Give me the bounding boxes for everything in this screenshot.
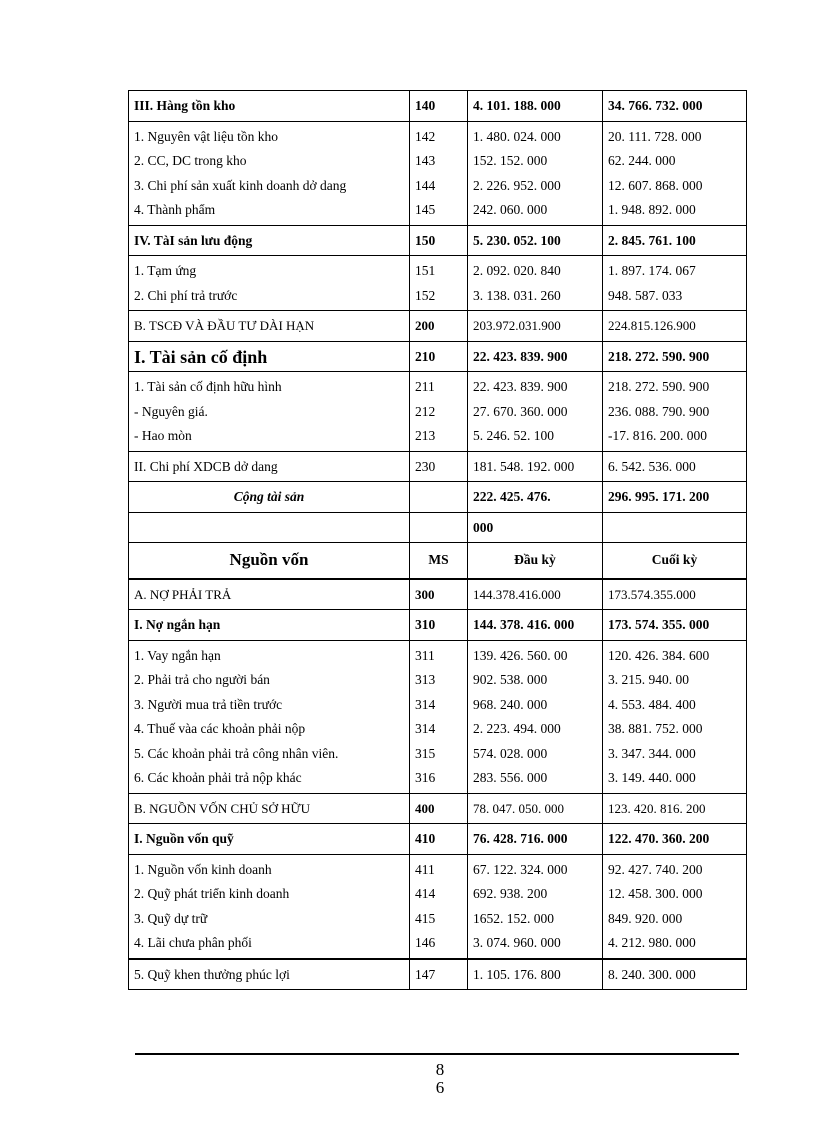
- row-label: 1. Tài sản cố định hữu hình: [134, 379, 282, 394]
- row-code: 315: [415, 745, 436, 761]
- row-label: 4. Lãi chưa phân phối: [134, 935, 252, 950]
- table-row: [129, 256, 747, 311]
- row-closing-value: 218. 272. 590. 900: [608, 379, 710, 394]
- table-row: [129, 512, 747, 543]
- table-row: [129, 341, 747, 372]
- row-code-cell: [410, 793, 468, 824]
- row-label: 1. Tạm ứng: [134, 263, 197, 278]
- table-row: [129, 225, 747, 256]
- row-closing-value: 236. 088. 790. 900: [608, 403, 710, 419]
- row-closing-value: 1. 948. 892. 000: [608, 202, 696, 217]
- row-code: 143: [415, 153, 436, 168]
- row-opening-value: 203.972.031.900: [473, 318, 561, 333]
- page-number-line-1: 8: [435, 1060, 445, 1079]
- row-code: 316: [415, 770, 436, 785]
- row-opening-value: Đầu kỳ: [514, 552, 556, 567]
- row-code: 151: [415, 263, 436, 278]
- row-code-cell: [410, 256, 468, 311]
- row-closing-value-cell: [603, 512, 747, 543]
- row-label: 3. Chi phí sản xuất kinh doanh dở dang: [134, 177, 347, 193]
- row-closing-value-cell: [603, 451, 747, 482]
- row-code-cell: [410, 451, 468, 482]
- row-code: 213: [415, 428, 436, 443]
- row-opening-value: 222. 425. 476.: [473, 489, 551, 504]
- row-closing-value: 6. 542. 536. 000: [608, 458, 696, 474]
- row-closing-value: 122. 470. 360. 200: [608, 831, 710, 846]
- row-opening-value: 902. 538. 000: [473, 672, 548, 687]
- row-closing-value: 1. 897. 174. 067: [608, 263, 696, 278]
- row-opening-value-cell: [468, 579, 603, 610]
- row-opening-value: 574. 028. 000: [473, 745, 548, 761]
- row-closing-value-cell: [603, 824, 747, 855]
- row-opening-value: 242. 060. 000: [473, 202, 548, 217]
- row-closing-value: -17. 816. 200. 000: [608, 428, 707, 443]
- row-closing-value: 12. 458. 300. 000: [608, 886, 703, 901]
- row-opening-value: 2. 226. 952. 000: [473, 177, 561, 193]
- table-row: [129, 121, 747, 225]
- row-label: Cộng tài sản: [233, 489, 305, 504]
- row-closing-value: 218. 272. 590. 900: [608, 348, 710, 364]
- row-label-cell: [129, 824, 410, 855]
- row-label-cell: [129, 91, 410, 122]
- table-row: [129, 91, 747, 122]
- row-label: 1. Nguồn vốn kinh doanh: [134, 861, 272, 877]
- row-opening-value: 27. 670. 360. 000: [473, 403, 568, 419]
- row-closing-value: 4. 553. 484. 400: [608, 696, 696, 712]
- table-row: [129, 610, 747, 641]
- row-opening-value: 283. 556. 000: [473, 770, 548, 785]
- footer-rule: [135, 1053, 739, 1055]
- row-opening-value-cell: [468, 311, 603, 342]
- row-code-cell: [410, 512, 468, 543]
- row-code: 314: [415, 696, 436, 712]
- row-closing-value: 92. 427. 740. 200: [608, 861, 703, 877]
- row-label: 2. CC, DC trong kho: [134, 153, 247, 168]
- row-closing-value: 849. 920. 000: [608, 910, 683, 926]
- table-row: [129, 451, 747, 482]
- row-code-cell: [410, 482, 468, 513]
- row-closing-value: 38. 881. 752. 000: [608, 721, 703, 736]
- row-label: B. TSCĐ VÀ ĐẦU TƯ DÀI HẠN: [134, 318, 315, 333]
- row-closing-value-cell: [603, 121, 747, 225]
- row-code: 146: [415, 935, 436, 950]
- row-closing-value-cell: [603, 91, 747, 122]
- row-label: 2. Quỹ phát triển kinh doanh: [134, 886, 290, 901]
- row-code: 411: [415, 861, 435, 877]
- table-row: [129, 959, 747, 990]
- row-opening-value-cell: [468, 341, 603, 372]
- row-opening-value: 1. 480. 024. 000: [473, 128, 561, 144]
- page-number-line-2: 6: [435, 1078, 445, 1097]
- row-label: 2. Phải trả cho người bán: [134, 672, 270, 687]
- row-label: 2. Chi phí trả trước: [134, 287, 238, 303]
- row-code-cell: [410, 121, 468, 225]
- row-label-cell: [129, 579, 410, 610]
- row-closing-value: 62. 244. 000: [608, 153, 676, 168]
- row-code-cell: [410, 225, 468, 256]
- row-closing-value-cell: [603, 225, 747, 256]
- row-closing-value: 120. 426. 384. 600: [608, 647, 710, 663]
- row-opening-value: 76. 428. 716. 000: [473, 831, 568, 846]
- row-label: 5. Các khoản phải trả công nhân viên.: [134, 745, 339, 761]
- row-closing-value: 8. 240. 300. 000: [608, 966, 696, 982]
- row-opening-value-cell: [468, 854, 603, 959]
- row-label-cell: [129, 121, 410, 225]
- row-opening-value-cell: [468, 512, 603, 543]
- row-opening-value-cell: [468, 91, 603, 122]
- row-label-cell: [129, 451, 410, 482]
- row-label-cell: [129, 311, 410, 342]
- row-opening-value-cell: [468, 793, 603, 824]
- row-opening-value-cell: [468, 482, 603, 513]
- table-row: [129, 640, 747, 793]
- row-code-cell: [410, 91, 468, 122]
- row-closing-value-cell: [603, 793, 747, 824]
- row-label: 5. Quỹ khen thưởng phúc lợi: [134, 966, 290, 982]
- row-code: 200: [415, 318, 435, 333]
- row-label: I. Nợ ngắn hạn: [134, 617, 221, 632]
- row-opening-value: 5. 230. 052. 100: [473, 232, 561, 248]
- row-code: 152: [415, 287, 436, 303]
- row-opening-value: 22. 423. 839. 900: [473, 348, 568, 364]
- row-label-cell: [129, 793, 410, 824]
- row-label: - Hao mòn: [134, 428, 192, 443]
- row-code: 314: [415, 721, 436, 736]
- row-label: I. Nguồn vốn quỹ: [134, 831, 234, 846]
- row-closing-value: 3. 215. 940. 00: [608, 672, 689, 687]
- row-label: Nguồn vốn: [229, 550, 309, 569]
- row-code-cell: [410, 610, 468, 641]
- row-closing-value-cell: [603, 610, 747, 641]
- row-opening-value: 5. 246. 52. 100: [473, 428, 554, 443]
- row-opening-value-cell: [468, 959, 603, 990]
- row-opening-value-cell: [468, 121, 603, 225]
- row-opening-value-cell: [468, 372, 603, 452]
- row-label: III. Hàng tồn kho: [134, 98, 236, 113]
- row-label: II. Chi phí XDCB dở dang: [134, 458, 278, 474]
- row-opening-value: 152. 152. 000: [473, 153, 548, 168]
- row-opening-value: 1652. 152. 000: [473, 910, 554, 926]
- row-closing-value-cell: [603, 854, 747, 959]
- row-label: I. Tài sản cố định: [134, 346, 268, 367]
- row-opening-value-cell: [468, 543, 603, 579]
- row-opening-value-cell: [468, 225, 603, 256]
- row-opening-value-cell: [468, 640, 603, 793]
- row-closing-value: 20. 111. 728. 000: [608, 128, 702, 144]
- table-row: [129, 854, 747, 959]
- row-closing-value-cell: [603, 640, 747, 793]
- row-label-cell: [129, 256, 410, 311]
- row-code: 147: [415, 966, 436, 982]
- row-opening-value: 968. 240. 000: [473, 696, 548, 712]
- row-label-cell: [129, 610, 410, 641]
- row-closing-value-cell: [603, 579, 747, 610]
- balance-sheet-body: [129, 91, 747, 990]
- row-closing-value-cell: [603, 372, 747, 452]
- row-label-cell: [129, 640, 410, 793]
- row-opening-value: 78. 047. 050. 000: [473, 800, 564, 816]
- row-closing-value: 173.574.355.000: [608, 586, 696, 602]
- row-closing-value-cell: [603, 341, 747, 372]
- row-closing-value: 2. 845. 761. 100: [608, 232, 696, 248]
- table-row: [129, 482, 747, 513]
- row-code: 415: [415, 910, 436, 926]
- row-code-cell: [410, 854, 468, 959]
- row-label-cell: [129, 854, 410, 959]
- row-opening-value: 139. 426. 560. 00: [473, 647, 568, 663]
- row-opening-value: 1. 105. 176. 800: [473, 966, 561, 982]
- row-closing-value: 948. 587. 033: [608, 287, 683, 303]
- row-opening-value: 181. 548. 192. 000: [473, 458, 575, 474]
- row-code: 300: [415, 586, 435, 602]
- row-closing-value: 173. 574. 355. 000: [608, 617, 710, 632]
- row-code: 310: [415, 617, 436, 632]
- row-opening-value-cell: [468, 824, 603, 855]
- row-opening-value-cell: [468, 451, 603, 482]
- page-number: [428, 1061, 452, 1097]
- row-label: 3. Người mua trả tiền trước: [134, 696, 283, 712]
- row-code-cell: [410, 824, 468, 855]
- row-closing-value: 224.815.126.900: [608, 318, 696, 333]
- table-row: [129, 579, 747, 610]
- row-opening-value: 692. 938. 200: [473, 886, 548, 901]
- row-label: 6. Các khoản phải trả nộp khác: [134, 770, 302, 785]
- table-row: [129, 793, 747, 824]
- row-closing-value-cell: [603, 311, 747, 342]
- row-code: 414: [415, 886, 436, 901]
- row-opening-value: 2. 092. 020. 840: [473, 263, 561, 278]
- row-opening-value: 22. 423. 839. 900: [473, 379, 568, 394]
- row-label-cell: [129, 543, 410, 579]
- row-label-cell: [129, 482, 410, 513]
- row-code: 230: [415, 458, 436, 474]
- row-opening-value-cell: [468, 256, 603, 311]
- row-code-cell: [410, 579, 468, 610]
- row-label-cell: [129, 341, 410, 372]
- row-label: 1. Nguyên vật liệu tồn kho: [134, 128, 278, 144]
- row-code: 212: [415, 403, 436, 419]
- row-label: 1. Vay ngắn hạn: [134, 647, 221, 663]
- table-row: [129, 372, 747, 452]
- row-label-cell: [129, 225, 410, 256]
- row-label: A. NỢ PHẢI TRẢ: [134, 586, 232, 602]
- row-opening-value: 2. 223. 494. 000: [473, 721, 561, 736]
- row-label-cell: [129, 959, 410, 990]
- row-closing-value-cell: [603, 482, 747, 513]
- row-code-cell: [410, 341, 468, 372]
- row-closing-value: 3. 149. 440. 000: [608, 770, 696, 785]
- row-code-cell: [410, 959, 468, 990]
- row-closing-value-cell: [603, 959, 747, 990]
- row-opening-value: 000: [473, 519, 494, 535]
- row-label: 4. Thuế vàa các khoản phải nộp: [134, 721, 306, 736]
- row-label-cell: [129, 372, 410, 452]
- row-code: 150: [415, 232, 436, 248]
- row-code-cell: [410, 372, 468, 452]
- row-closing-value: 3. 347. 344. 000: [608, 745, 696, 761]
- row-code: 210: [415, 348, 436, 364]
- row-label: B. NGUỒN VỐN CHỦ SỞ HỮU: [134, 800, 310, 816]
- row-closing-value: Cuối kỳ: [651, 552, 698, 567]
- row-closing-value: 123. 420. 816. 200: [608, 800, 706, 816]
- row-label: - Nguyên giá.: [134, 403, 208, 419]
- row-closing-value-cell: [603, 256, 747, 311]
- row-code: 313: [415, 672, 436, 687]
- row-code-cell: [410, 543, 468, 579]
- row-closing-value: 296. 995. 171. 200: [608, 489, 710, 504]
- row-closing-value: 4. 212. 980. 000: [608, 935, 696, 950]
- row-label: 3. Quỹ dự trữ: [134, 910, 208, 926]
- row-opening-value: 3. 138. 031. 260: [473, 287, 561, 303]
- row-code: MS: [428, 552, 449, 567]
- row-code: 400: [415, 800, 435, 816]
- row-opening-value: 67. 122. 324. 000: [473, 861, 568, 877]
- row-opening-value: 3. 074. 960. 000: [473, 935, 561, 950]
- row-code: 410: [415, 831, 436, 846]
- balance-sheet-table: [128, 90, 747, 990]
- table-row: [129, 543, 747, 579]
- table-row: [129, 311, 747, 342]
- table-row: [129, 824, 747, 855]
- row-label-cell: [129, 512, 410, 543]
- row-label: IV. TàI sản lưu động: [134, 232, 253, 248]
- row-closing-value-cell: [603, 543, 747, 579]
- row-closing-value: 34. 766. 732. 000: [608, 98, 703, 113]
- row-code: 311: [415, 647, 435, 663]
- row-code: 144: [415, 177, 436, 193]
- row-opening-value: 4. 101. 188. 000: [473, 98, 561, 113]
- row-opening-value: 144. 378. 416. 000: [473, 617, 575, 632]
- row-opening-value: 144.378.416.000: [473, 586, 561, 602]
- row-label: 4. Thành phẩm: [134, 202, 216, 217]
- row-code: 211: [415, 379, 435, 394]
- row-code: 142: [415, 128, 436, 144]
- row-closing-value: 12. 607. 868. 000: [608, 177, 703, 193]
- row-opening-value-cell: [468, 610, 603, 641]
- row-code-cell: [410, 311, 468, 342]
- row-code: 140: [415, 98, 436, 113]
- row-code-cell: [410, 640, 468, 793]
- row-code: 145: [415, 202, 436, 217]
